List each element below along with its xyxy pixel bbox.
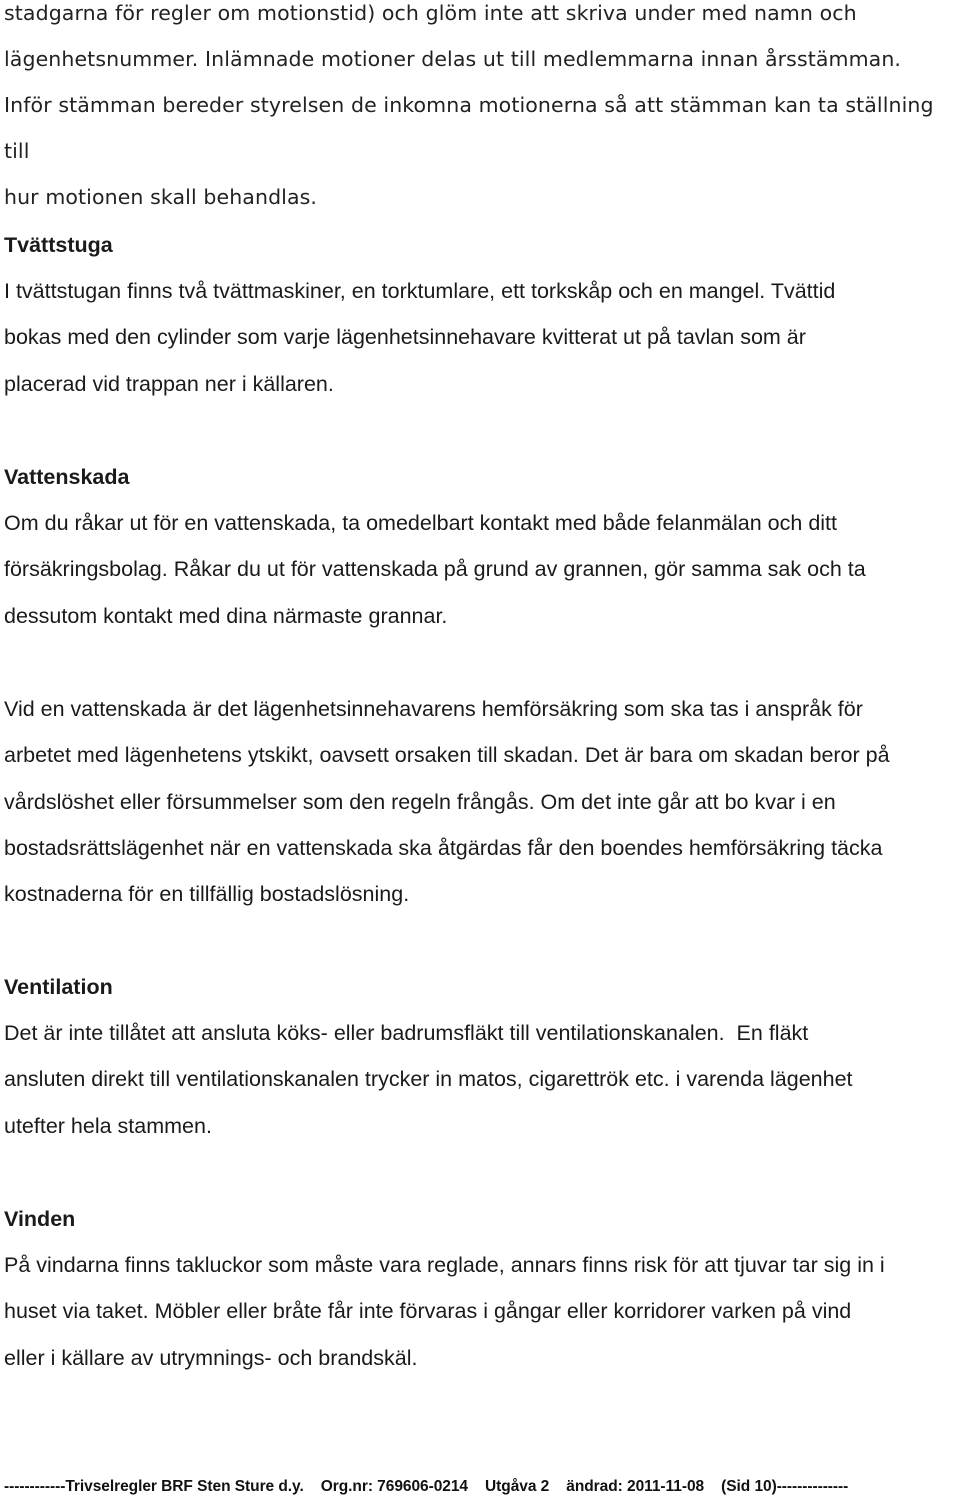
paragraph-ventilation xyxy=(4,1010,960,1149)
intro-line: lägenhetsnummer. Inlämnade motioner delas ut till medlemmarna innan årsstämman. xyxy=(4,47,902,71)
paragraph-line: vårdslöshet eller försummelser som den regeln frångås. Om det inte går att bo kvar i en xyxy=(4,789,836,814)
paragraph-line: placerad vid trappan ner i källaren. xyxy=(4,371,334,396)
paragraph-tvattstuga xyxy=(4,268,960,407)
paragraph-vattenskada-2 xyxy=(4,686,960,917)
paragraph-line: Vid en vattenskada är det lägenhetsinnehavarens hemförsäkring som ska tas i anspråk för xyxy=(4,697,863,721)
paragraph-line: huset via taket. Möbler eller bråte får inte förvaras i gångar eller korridorer varken på vind xyxy=(4,1299,852,1324)
section-heading-vattenskada: Vattenskada xyxy=(4,465,130,489)
section-heading-vinden: Vinden xyxy=(4,1207,76,1231)
paragraph-line: försäkringsbolag. Råkar du ut för vattenskada på grund av grannen, gör samma sak och ta xyxy=(4,557,866,582)
page-footer: ------------Trivselregler BRF Sten Sture d.y. Org.nr: 769606-0214 Utgåva 2 ändrad: 2011-11-08 (Sid 10)-------------- xyxy=(4,1478,849,1495)
paragraph-line: ansluten direkt till ventilationskanalen trycker in matos, cigarettrök etc. i varenda lägenhet xyxy=(4,1067,853,1092)
paragraph-line: Om du råkar ut för en vattenskada, ta omedelbart kontakt med både felanmälan och ditt xyxy=(4,511,837,535)
paragraph-line: Det är inte tillåtet att ansluta köks- eller badrumsfläkt till ventilationskanalen. En fläkt xyxy=(4,1021,809,1045)
paragraph-line: På vindarna finns takluckor som måste vara reglade, annars finns risk för att tjuvar tar sig in i xyxy=(4,1253,885,1277)
paragraph-line: kostnaderna för en tillfällig bostadslösning. xyxy=(4,882,410,907)
paragraph-line: eller i källare av utrymnings- och brandskäl. xyxy=(4,1345,418,1370)
paragraph-line: I tvättstugan finns två tvättmaskiner, en torktumlare, ett torkskåp och en mangel. Tvättid xyxy=(4,279,836,303)
intro-paragraph xyxy=(4,0,960,220)
paragraph-line: utefter hela stammen. xyxy=(4,1113,212,1138)
section-heading-tvattstuga: Tvättstuga xyxy=(4,233,113,257)
intro-line: stadgarna för regler om motionstid) och glöm inte att skriva under med namn och xyxy=(4,1,857,25)
paragraph-vattenskada-1 xyxy=(4,500,960,639)
paragraph-line: bokas med den cylinder som varje lägenhetsinnehavare kvitterat ut på tavlan som är xyxy=(4,325,806,350)
intro-line: hur motionen skall behandlas. xyxy=(4,185,318,209)
paragraph-line: arbetet med lägenhetens ytskikt, oavsett orsaken till skadan. Det är bara om skadan beror på xyxy=(4,743,890,768)
paragraph-vinden xyxy=(4,1242,960,1381)
intro-line: Inför stämman bereder styrelsen de inkomna motionerna så att stämman kan ta ställning till xyxy=(4,93,941,163)
section-heading-ventilation: Ventilation xyxy=(4,975,113,999)
paragraph-line: dessutom kontakt med dina närmaste grannar. xyxy=(4,603,448,628)
paragraph-line: bostadsrättslägenhet när en vattenskada ska åtgärdas får den boendes hemförsäkring täcka xyxy=(4,835,883,860)
